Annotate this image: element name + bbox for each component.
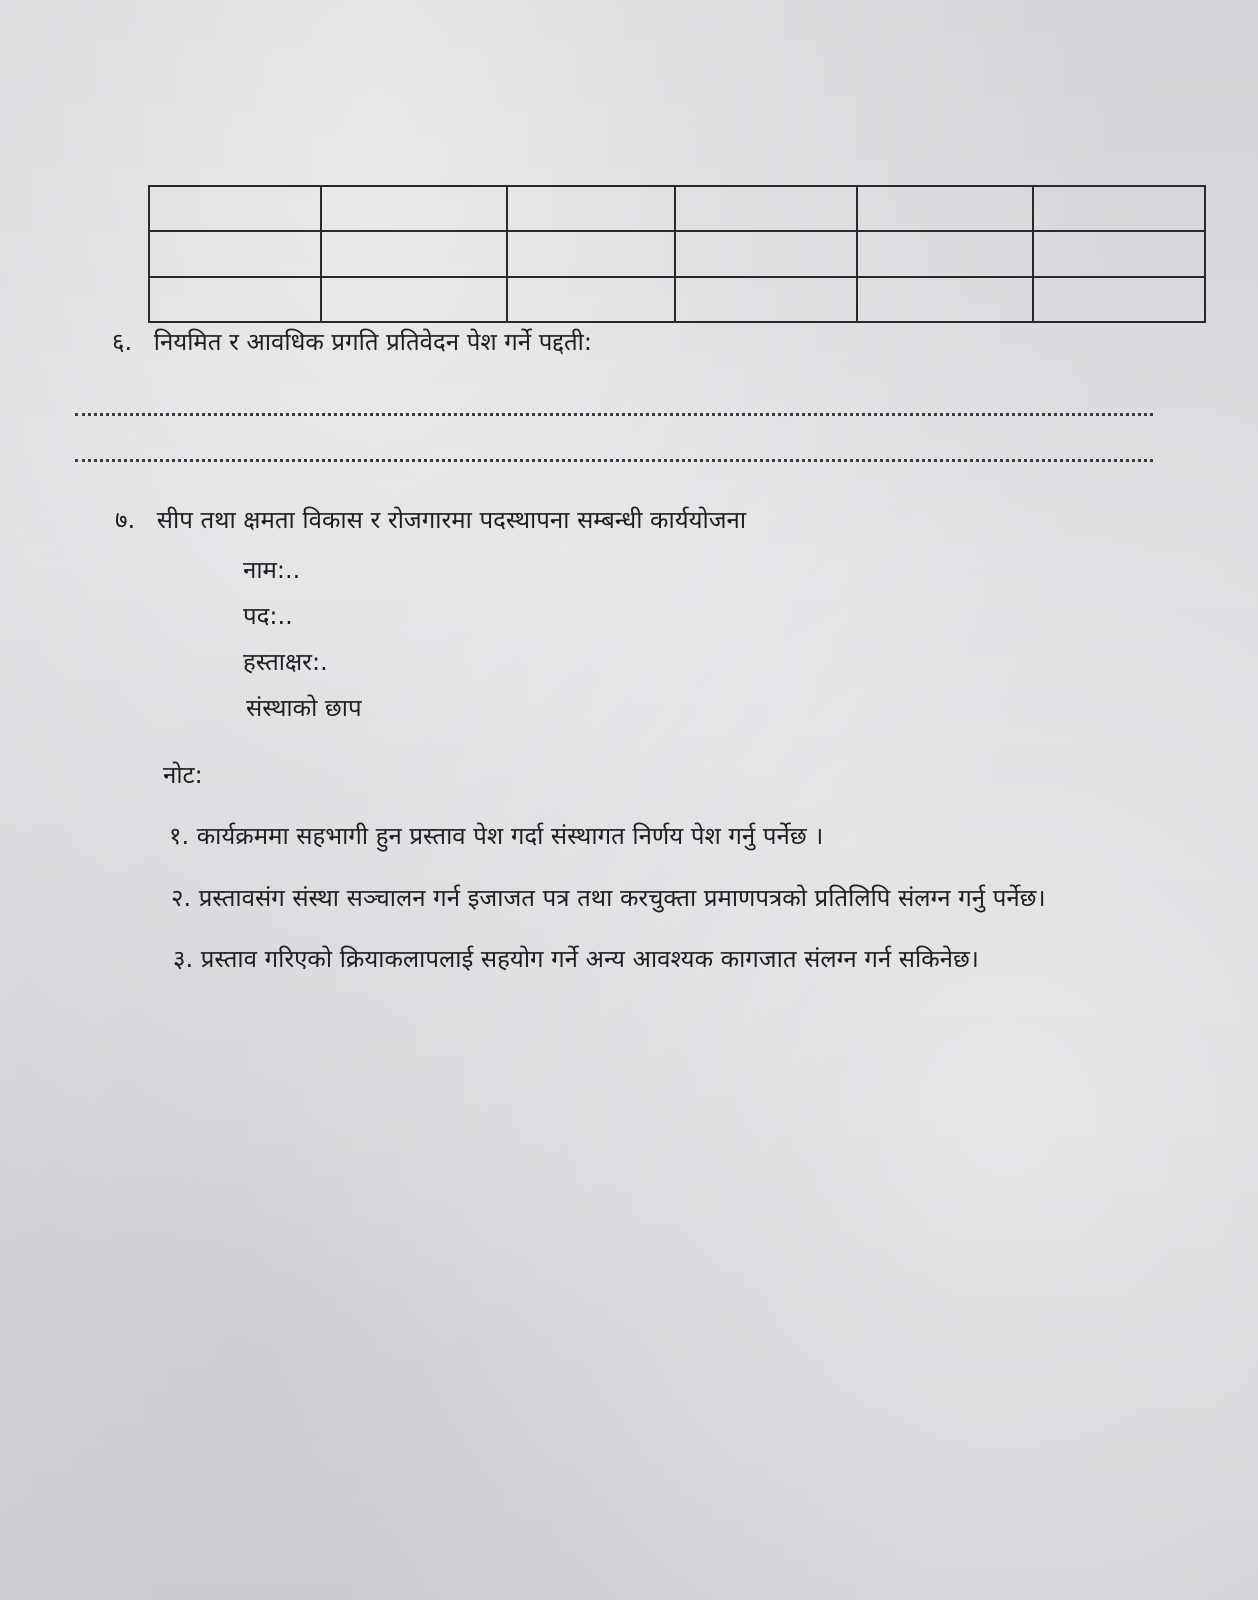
section-7-text: सीप तथा क्षमता विकास र रोजगारमा पदस्थापना सम्बन्धी कार्ययोजना bbox=[156, 506, 747, 534]
post-field: पद:.. bbox=[243, 602, 293, 630]
name-field: नाम:.. bbox=[243, 556, 301, 584]
table-cell bbox=[857, 186, 1033, 231]
section-6-number: ६. bbox=[112, 328, 133, 356]
dotted-line bbox=[75, 459, 1153, 462]
table-row bbox=[149, 231, 1205, 276]
table-cell bbox=[149, 186, 321, 231]
table-cell bbox=[507, 231, 675, 276]
table-cell bbox=[1033, 186, 1205, 231]
stamp-field: संस्थाको छाप bbox=[246, 694, 362, 722]
signature-field: हस्ताक्षर:. bbox=[243, 648, 328, 676]
note-item: १. कार्यक्रममा सहभागी हुन प्रस्ताव पेश गर्दा संस्थागत निर्णय पेश गर्नु पर्नेछ । bbox=[169, 822, 824, 850]
table-cell bbox=[321, 231, 507, 276]
table-cell bbox=[507, 186, 675, 231]
table-cell bbox=[1033, 277, 1205, 322]
table-cell bbox=[675, 186, 857, 231]
notes-heading: नोट: bbox=[163, 761, 203, 789]
table-row bbox=[149, 186, 1205, 231]
note-item: २. प्रस्तावसंग संस्था सञ्चालन गर्न इजाजत पत्र तथा करचुक्ता प्रमाणपत्रको प्रतिलिपि संलग्न गर्नु पर्नेछ। bbox=[171, 884, 1046, 912]
empty-grid-table bbox=[148, 185, 1206, 323]
section-7-heading bbox=[115, 503, 746, 537]
table-cell bbox=[1033, 231, 1205, 276]
table-cell bbox=[149, 231, 321, 276]
note-item: ३. प्रस्ताव गरिएको क्रियाकलापलाई सहयोग गर्ने अन्य आवश्यक कागजात संलग्न गर्न सकिनेछ। bbox=[173, 945, 979, 973]
table-cell bbox=[857, 231, 1033, 276]
table-cell bbox=[675, 231, 857, 276]
table-cell bbox=[507, 277, 675, 322]
section-6-text: नियमित र आवधिक प्रगति प्रतिवेदन पेश गर्ने पद्दती: bbox=[153, 328, 592, 356]
section-6-heading bbox=[112, 325, 592, 359]
dotted-line bbox=[75, 413, 1153, 416]
table-cell bbox=[149, 277, 321, 322]
section-7-number: ७. bbox=[115, 506, 136, 534]
table-cell bbox=[321, 277, 507, 322]
table-cell bbox=[321, 186, 507, 231]
table-row bbox=[149, 277, 1205, 322]
table-cell bbox=[857, 277, 1033, 322]
grid-body bbox=[149, 186, 1205, 322]
table-cell bbox=[675, 277, 857, 322]
